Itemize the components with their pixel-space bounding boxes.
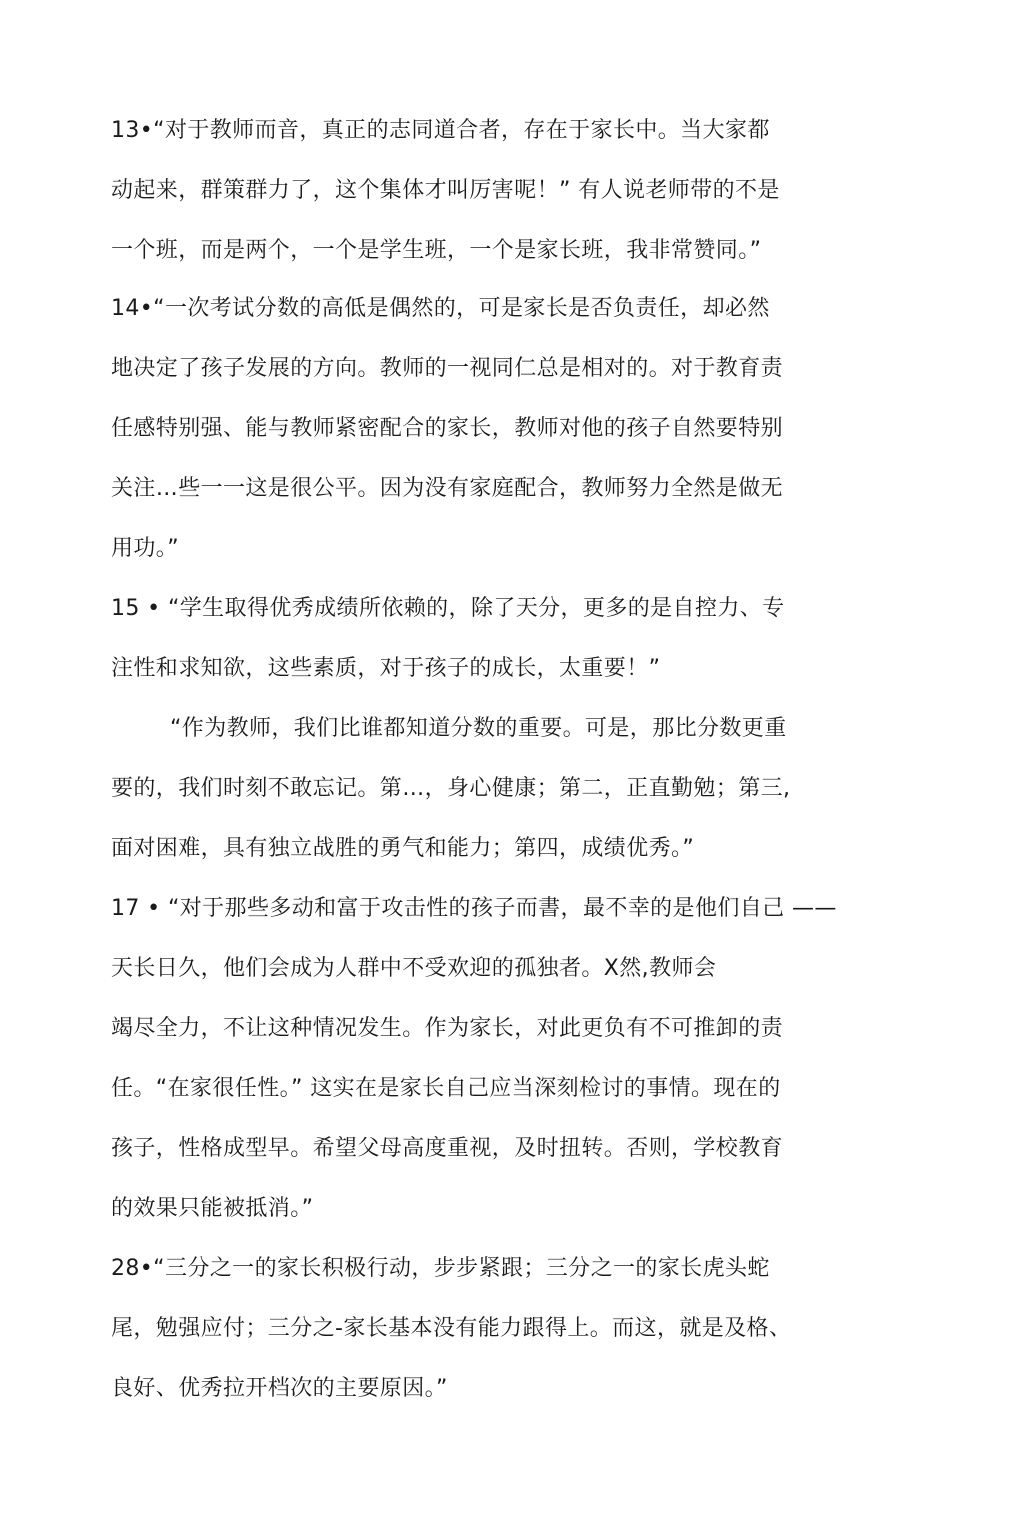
paragraph-17-line-1: 17 • “对于那些多动和富于攻击性的孩子而書，最不幸的是他们自己 —— [111,896,837,921]
paragraph-14-line-1: 14•“一次考试分数的高低是偶然的，可是家长是否负责任，却必然 [111,296,770,321]
paragraph-15-line-1: 15 • “学生取得优秀成绩所依赖的，除了天分，更多的是自控力、专 [111,596,785,621]
paragraph-17-line-3: 竭尽全力，不让这种情况发生。作为家长，对此更负有不可推卸的责 [111,1016,784,1041]
paragraph-17-line-4: 任。“在家很任性。” 这实在是家长自己应当深刻检讨的事情。现在的 [111,1076,781,1101]
paragraph-28-line-1: 28•“三分之一的家长积极行动，步步紧跟；三分之一的家长虎头蛇 [111,1256,770,1281]
paragraph-16-line-2: 要的，我们时刻不敢忘记。第…，身心健康；第二，正直勤勉；第三, [111,776,791,801]
paragraph-28-line-2: 尾，勉强应付；三分之-家长基本没有能力跟得上。而这，就是及格、 [111,1316,792,1341]
paragraph-14-line-3: 任感特别强、能与教师紧密配合的家长，教师对他的孩子自然要特别 [111,416,784,441]
paragraph-14-line-4: 关注…些一一这是很公平。因为没有家庭配合，教师努力全然是做无 [111,476,784,501]
paragraph-14-line-5: 用功。” [111,536,179,561]
paragraph-13-line-2: 动起来，群策群力了，这个集体才叫厉害呢！” 有人说老师带的不是 [111,178,780,203]
paragraph-16-line-1: “作为教师，我们比谁都知道分数的重要。可是，那比分数更重 [170,716,787,741]
paragraph-17-line-5: 孩子，性格成型早。希望父母高度重视，及时扭转。否则，学校教育 [111,1136,784,1161]
paragraph-17-line-2: 天长日久，他们会成为人群中不受欢迎的孤独者。X然,教师会 [111,956,717,981]
paragraph-28-line-3: 良好、优秀拉开档次的主要原因。” [111,1376,448,1401]
paragraph-14-line-2: 地决定了孩子发展的方向。教师的一视同仁总是相对的。对于教育责 [111,356,784,381]
paragraph-15-line-2: 注性和求知欲，这些素质，对于孩子的成长，太重要！” [111,656,661,681]
paragraph-13-line-1: 13•“对于教师而音，真正的志同道合者，存在于家长中。当大家都 [111,118,770,143]
paragraph-13-line-3: 一个班，而是两个，一个是学生班，一个是家长班，我非常赞同。” [111,238,762,263]
paragraph-17-line-6: 的效果只能被抵消。” [111,1196,314,1221]
paragraph-16-line-3: 面对困难，具有独立战胜的勇气和能力；第四，成绩优秀。” [111,836,695,861]
